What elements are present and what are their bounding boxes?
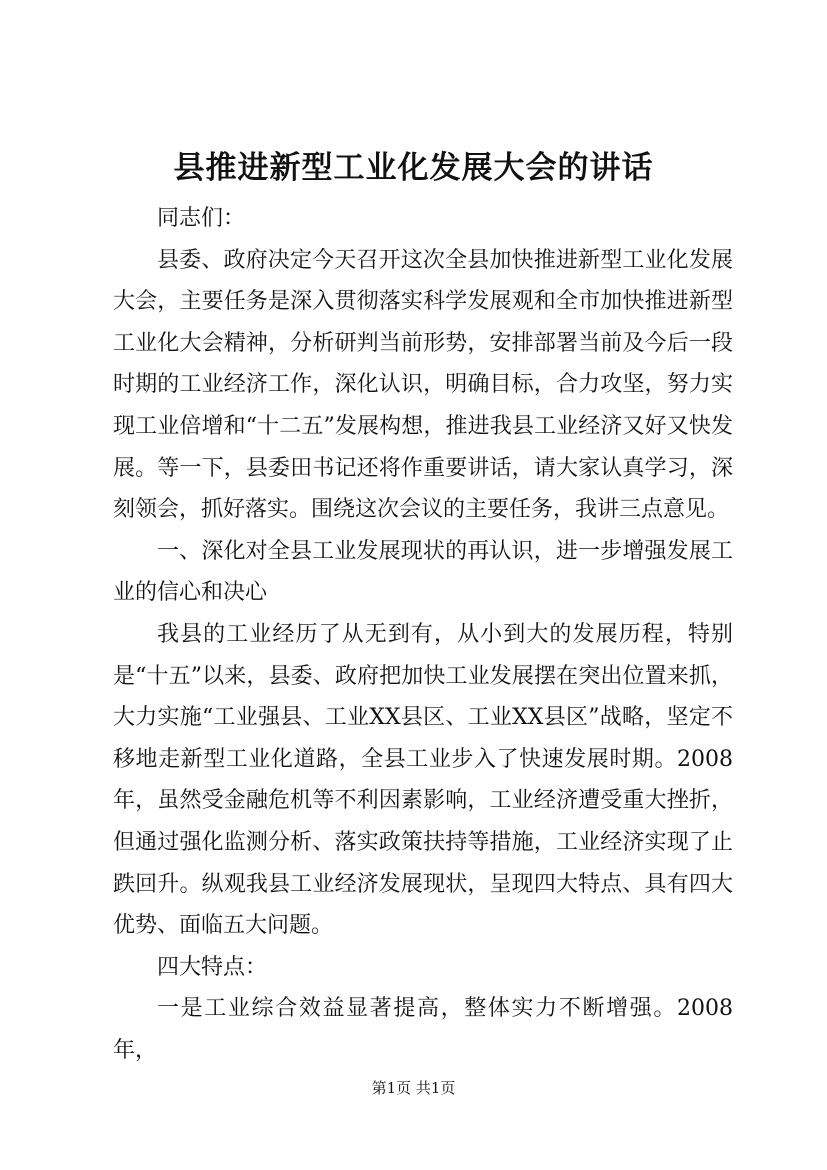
page-number-label: 第1页 共1页: [371, 1079, 456, 1097]
salutation-paragraph: 同志们：: [157, 206, 246, 231]
document-body: [113, 198, 733, 1071]
section-heading-1: 一、深化对全县工业发展现状的再认识，进一步增强发展工业的信心和决心: [113, 538, 733, 606]
intro-paragraph: 县委、政府决定今天召开这次全县加快推进新型工业化发展大会，主要任务是深入贯彻落实科学发展观和全市加快推进新型工业化大会精神，分析研判当前形势，安排部署当前及今后一段时期的工业经济工作，深化认识，明确目标，合力攻坚，努力实现工业倍增和“十二五”发展构想，推进我县工业经济又好又快发展。等一下，县委田书记还将作重要讲话，请大家认真学习，深刻领会，抓好落实。围绕这次会议的主要任务，我讲三点意见。: [113, 247, 733, 523]
history-paragraph: 我县的工业经历了从无到有，从小到大的发展历程，特别是“十五”以来，县委、政府把加快工业发展摆在突出位置来抓，大力实施“工业强县、工业XX县区、工业XX县区”战略，坚定不移地走新型工业化道路，全县工业步入了快速发展时期。2008年，虽然受金融危机等不利因素影响，工业经济遭受重大挫折，但通过强化监测分析、落实政策扶持等措施，工业经济实现了止跌回升。纵观我县工业经济发展现状，呈现四大特点、具有四大优势、面临五大问题。: [113, 621, 733, 939]
point-one-paragraph: 一是工业综合效益显著提高，整体实力不断增强。2008年，: [113, 996, 733, 1063]
subsection-heading: 四大特点：: [157, 954, 268, 980]
page-footer: [0, 1078, 827, 1098]
document-title: 县推进新型工业化发展大会的讲话: [173, 150, 654, 186]
